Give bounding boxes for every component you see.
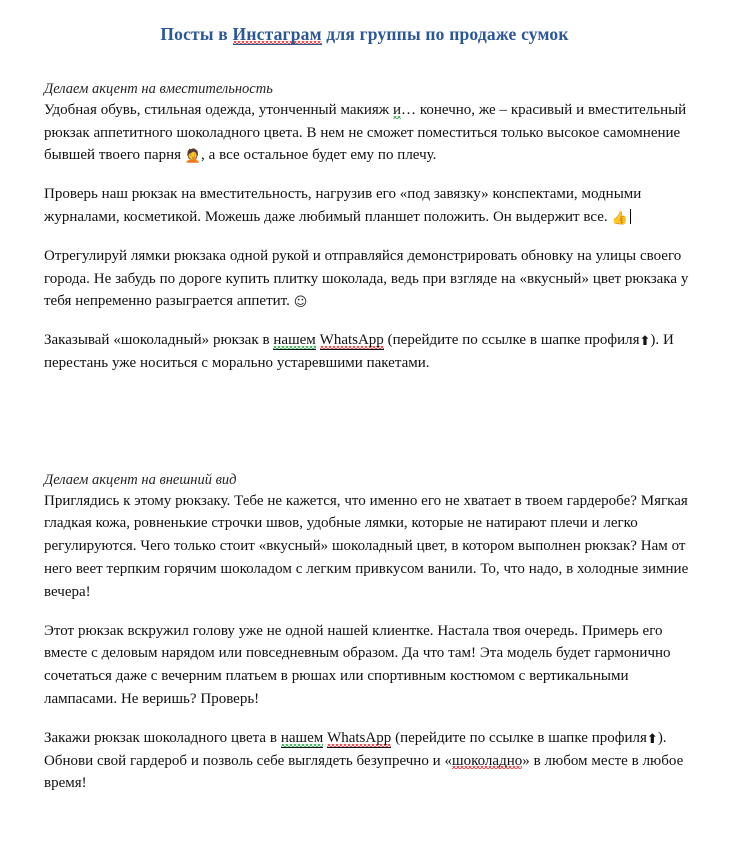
- text-run: Заказывай «шоколадный» рюкзак в: [44, 332, 274, 349]
- text-run: … конечно, же – красивый и вместительный рюкзак аппетитного шоколадного цвета. В нем не сможет поместиться только высокое самомнение бывшей твоего парня: [44, 101, 687, 164]
- up-arrow-icon: ⬆: [639, 334, 651, 350]
- smiley-emoji: ☺: [293, 295, 308, 311]
- text-run: Этот рюкзак вскружил голову уже не одной нашей клиентке. Настала твоя очередь. Примерь его вместе с деловым нарядом или повседневным образом. Да что там! Эта модель будет гармонично сочетаться даже с вечерним платьем в рюшах или спортивным костюмом с вертикальными лампасами. Не веришь? Проверь!: [44, 622, 671, 707]
- document-body: [0, 80, 729, 795]
- text-cursor: [630, 209, 631, 224]
- up-arrow-icon: ⬆: [646, 731, 658, 747]
- thumbs-up-emoji: 👍: [611, 210, 628, 226]
- face-emoji: 🤦: [184, 149, 202, 165]
- text-run: (перейдите по ссылке в шапке профиля: [383, 332, 640, 349]
- paragraph-p7[interactable]: [44, 727, 693, 795]
- section-vneshniy-vid: [44, 471, 693, 795]
- section-heading-2: Делаем акцент на внешний вид: [44, 471, 237, 488]
- paragraph-p3[interactable]: [44, 245, 693, 313]
- paragraph-p6[interactable]: [44, 620, 693, 711]
- section-2-paragraphs: [44, 490, 693, 796]
- text-run: (перейдите по ссылке в шапке профиля: [391, 729, 647, 746]
- paragraph-p2[interactable]: [44, 183, 693, 229]
- text-run: ). И перестань уже носиться с морально устаревшими пакетами.: [44, 332, 674, 371]
- text-run: Проверь наш рюкзак на вместительность, нагрузив его «под завязку» конспектами, модными журналами, косметикой. Можешь даже любимый планшет положить. Он выдержит все.: [44, 186, 642, 225]
- section-vmestitelnost: [44, 80, 693, 375]
- misspelled-word: WhatsApp: [327, 729, 392, 746]
- paragraph-p5[interactable]: [44, 490, 693, 604]
- misspelled-word: шоколадно: [452, 752, 523, 769]
- text-run: Удобная обувь, стильная одежда, утонченный макияж: [44, 101, 393, 118]
- title-text-run-0: Посты в: [160, 24, 233, 44]
- grammar-flagged-word: нашем: [273, 332, 316, 349]
- paragraph-p1[interactable]: [44, 99, 693, 167]
- title-text-run-2: для группы по продаже сумок: [321, 24, 569, 44]
- grammar-flagged-word: и: [392, 101, 402, 118]
- text-run: » в любом месте в любое время!: [44, 752, 684, 792]
- section-heading-1: Делаем акцент на вместительность: [44, 80, 273, 97]
- text-run: ). Обнови свой гардероб и позволь себе выглядеть безупречно и «: [44, 729, 667, 769]
- text-run: Закажи рюкзак шоколадного цвета в: [44, 729, 281, 746]
- paragraph-p4[interactable]: [44, 329, 693, 375]
- text-run: Отрегулируй лямки рюкзака одной рукой и отправляйся демонстрировать обновку на улицы своего города. Не забудь по дороге купить плитку шоколада, ведь при взгляде на «вкусный» цвет рюкзака у тебя непременно разыграется аппетит.: [44, 247, 689, 310]
- text-run: Приглядись к этому рюкзаку. Тебе не кажется, что именно его не хватает в твоем гардеробе? Мягкая гладкая кожа, ровненькие строчки швов, удобные лямки, которые не натирают плечи и легко регулируются. Чего только стоит «вкусный» шоколадный цвет, в котором выполнен рюкзак? Нам от него веет терпким горячим шоколадом с легким привкусом ванили. То, что надо, в холодные зимние вечера!: [44, 492, 689, 600]
- title-misspelled-word: Инстаграм: [232, 24, 322, 44]
- section-1-paragraphs: [44, 99, 693, 375]
- misspelled-word: WhatsApp: [319, 332, 384, 349]
- grammar-flagged-word: нашем: [280, 729, 324, 746]
- text-run: , а все остальное будет ему по плечу.: [201, 147, 437, 164]
- page-title: [0, 0, 729, 46]
